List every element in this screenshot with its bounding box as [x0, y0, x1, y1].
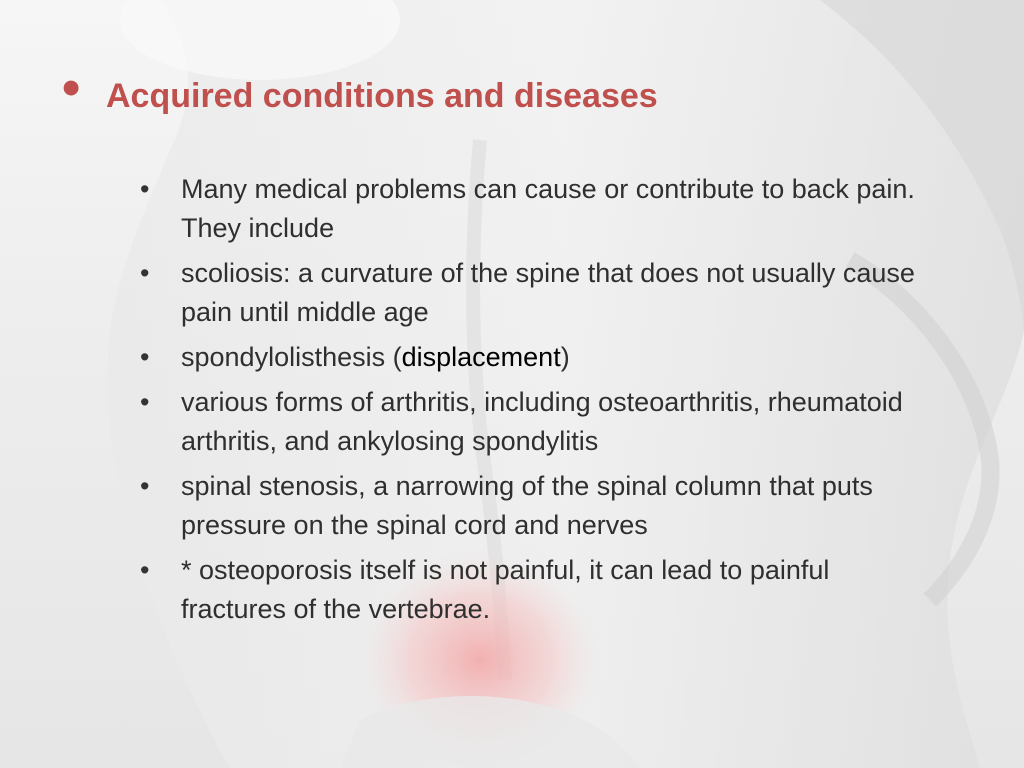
- bullet-list: [140, 170, 930, 635]
- bullet-text: various forms of arthritis, including osteoarthritis, rheumatoid arthritis, and ankylosing spondylitis: [181, 387, 903, 456]
- bullet-text-after: ): [560, 342, 570, 372]
- title-bullet: •: [62, 59, 81, 117]
- bullet-text: scoliosis: a curvature of the spine that does not usually cause pain until middle age: [181, 258, 915, 327]
- list-item: [140, 467, 930, 545]
- bullet-marker: •: [140, 342, 150, 372]
- list-item: [140, 254, 930, 332]
- bullet-marker: •: [140, 387, 150, 417]
- bullet-text: * osteoporosis itself is not painful, it can lead to painful fractures of the vertebrae.: [181, 555, 830, 624]
- bullet-text-before: spondylolisthesis (: [181, 342, 402, 372]
- bullet-marker: •: [140, 258, 150, 288]
- bullet-marker: •: [140, 471, 150, 501]
- list-item: [140, 170, 930, 248]
- bullet-marker: •: [140, 174, 150, 204]
- displacement-text: displacement: [401, 342, 561, 372]
- bullet-text: [181, 338, 570, 377]
- title-row: [62, 59, 658, 124]
- list-item: [140, 551, 930, 629]
- bullet-text: Many medical problems can cause or contribute to back pain. They include: [181, 174, 915, 243]
- list-item: [140, 383, 930, 461]
- bullet-text: spinal stenosis, a narrowing of the spinal column that puts pressure on the spinal cord and nerves: [181, 471, 873, 540]
- list-item: [140, 338, 930, 377]
- slide-title: Acquired conditions and diseases: [106, 77, 658, 115]
- bullet-marker: •: [140, 555, 150, 585]
